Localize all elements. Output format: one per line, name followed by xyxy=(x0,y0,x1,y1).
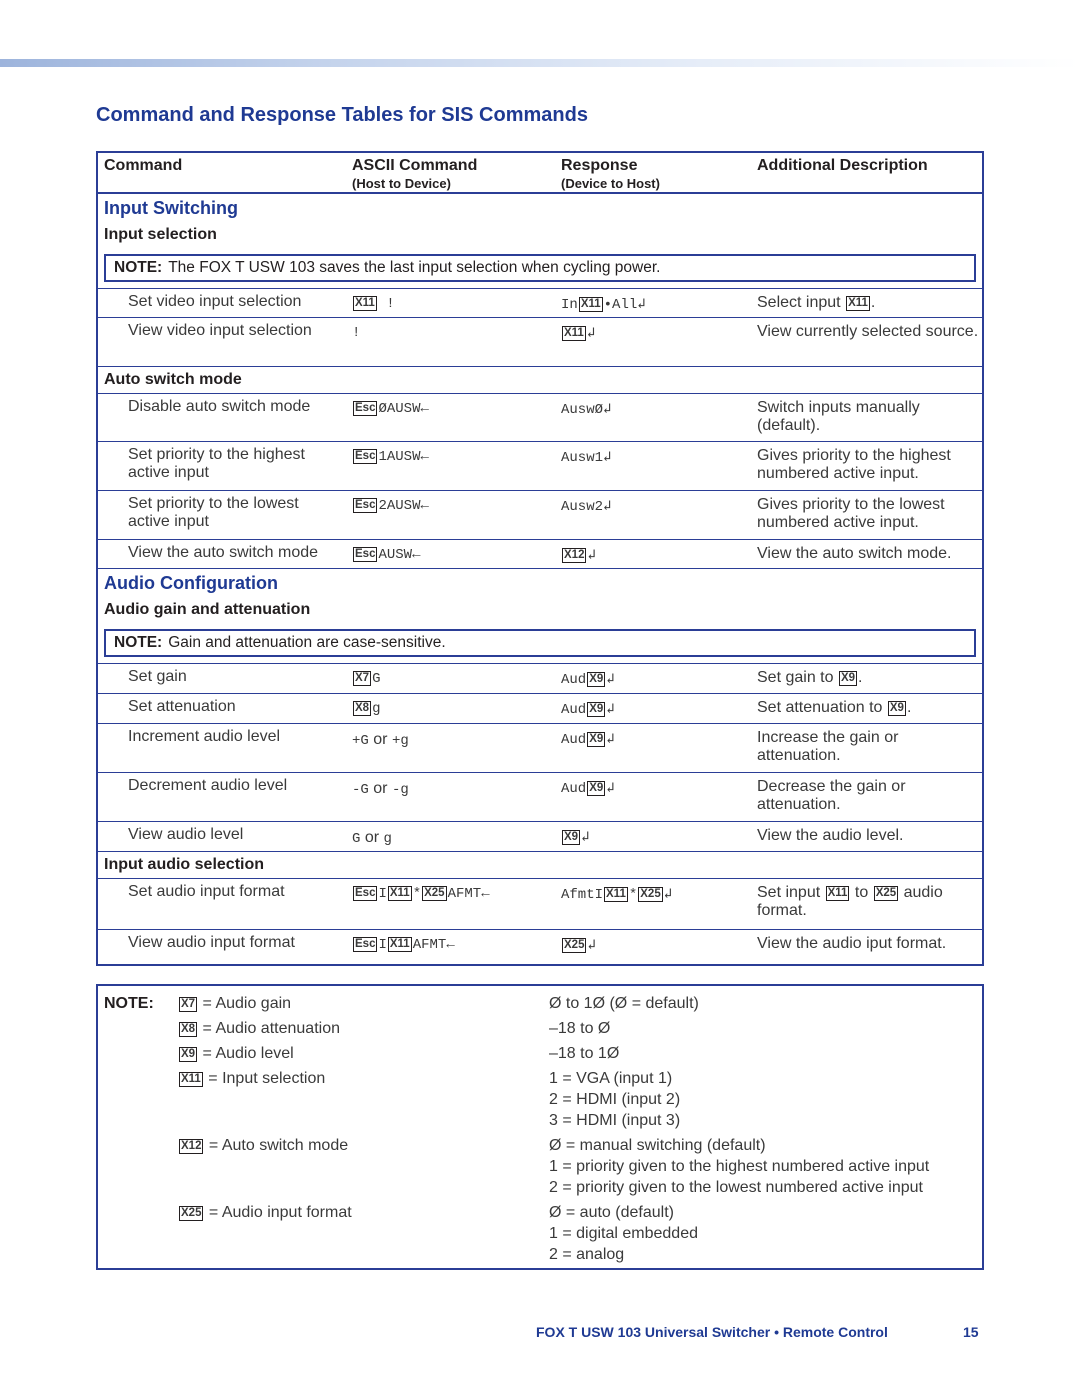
command-table xyxy=(96,151,984,966)
table-row: View audio input format Esc I X11 AFMT← X25 ↲ View the audio iput format. xyxy=(98,929,982,958)
page-title: Command and Response Tables for SIS Commands xyxy=(96,104,588,126)
table-row: Increment audio level +G or +g Aud X9 ↲ Increase the gain or attenuation. xyxy=(98,723,982,772)
left-arrow-icon: ← xyxy=(412,547,421,563)
subsection-audio-gain: Audio gain and attenuation xyxy=(104,601,311,618)
note-item: X9 = Audio level –18 to 1Ø xyxy=(181,1045,620,1062)
note-item: X12 = Auto switch mode Ø = manual switching (default) 1 = priority given to the highest numbered active input 2 = priority given to the lowest numbered active input xyxy=(181,1137,930,1196)
return-arrow-icon: ↲ xyxy=(603,402,612,418)
return-arrow-icon: ↲ xyxy=(606,732,615,748)
return-arrow-icon: ↲ xyxy=(587,938,596,954)
note-input-selection: NOTE: The FOX T USW 103 saves the last input selection when cycling power. xyxy=(104,254,976,282)
table-header xyxy=(98,153,982,194)
return-arrow-icon: ↲ xyxy=(606,702,615,718)
table-row: Set priority to the lowest active input Esc 2AUSW← Ausw2↲ Gives priority to the lowest numbered active input. xyxy=(98,490,982,539)
header-ascii: ASCII Command (Host to Device) xyxy=(352,157,478,191)
header-description: Additional Description xyxy=(757,157,928,174)
return-arrow-icon: ↲ xyxy=(606,781,615,797)
return-arrow-icon: ↲ xyxy=(587,548,596,564)
variables-note-box xyxy=(96,984,984,1270)
return-arrow-icon: ↲ xyxy=(603,450,612,466)
table-row: View video input selection ! X11 ↲ View currently selected source. xyxy=(98,317,982,366)
left-arrow-icon: ← xyxy=(481,886,490,902)
left-arrow-icon: ← xyxy=(420,498,429,514)
note-audio: NOTE: Gain and attenuation are case-sensitive. xyxy=(104,629,976,657)
subsection-input-audio: Input audio selection xyxy=(104,856,265,873)
table-row: Set audio input format Esc I X11 * X25 AFMT← AfmtI X11 * X25 ↲ Set input X11 to X25 audio format. xyxy=(98,878,982,929)
return-arrow-icon: ↲ xyxy=(663,887,673,903)
table-row: Disable auto switch mode Esc ØAUSW← AuswØ↲ Switch inputs manually (default). xyxy=(98,393,982,441)
left-arrow-icon: ← xyxy=(420,449,429,465)
return-arrow-icon: ↲ xyxy=(637,297,646,313)
header-response: Response (Device to Host) xyxy=(561,157,660,191)
table-row: Set priority to the highest active input Esc 1AUSW← Ausw1↲ Gives priority to the highest numbered active input. xyxy=(98,441,982,490)
return-arrow-icon: ↲ xyxy=(586,326,596,342)
section-input-switching: Input Switching xyxy=(104,198,238,218)
table-row: Set attenuation X8 g Aud X9 ↲ Set attenuation to X9 . xyxy=(98,693,982,723)
header-command: Command xyxy=(104,157,183,174)
subsection-auto-switch: Auto switch mode xyxy=(104,371,242,388)
table-row: Set gain X7 G Aud X9 ↲ Set gain to X9 . xyxy=(98,663,982,693)
left-arrow-icon: ← xyxy=(446,937,455,953)
left-arrow-icon: ← xyxy=(420,401,429,417)
page-number: 15 xyxy=(963,1324,979,1340)
return-arrow-icon: ↲ xyxy=(603,499,612,515)
return-arrow-icon: ↲ xyxy=(581,830,590,846)
top-accent-bar xyxy=(0,59,1080,67)
table-row: View audio level G or g X9 ↲ View the audio level. xyxy=(98,821,982,851)
table-row: Set video input selection X11 ! In X11 •All↲ Select input X11 . xyxy=(98,288,982,317)
note-item: X8 = Audio attenuation –18 to Ø xyxy=(181,1020,611,1037)
subsection-input-selection: Input selection xyxy=(104,226,217,243)
note-item: X11 = Input selection 1 = VGA (input 1) 2 = HDMI (input 2) 3 = HDMI (input 3) xyxy=(181,1070,681,1129)
section-audio-configuration: Audio Configuration xyxy=(104,573,278,593)
note-item: X25 = Audio input format Ø = auto (default) 1 = digital embedded 2 = analog xyxy=(181,1204,698,1263)
return-arrow-icon: ↲ xyxy=(606,672,615,688)
table-row: Decrement audio level -G or -g Aud X9 ↲ Decrease the gain or attenuation. xyxy=(98,772,982,821)
note-item: NOTE: X7 = Audio gain Ø to 1Ø (Ø = default) xyxy=(104,995,699,1012)
footer-text: FOX T USW 103 Universal Switcher • Remote Control xyxy=(536,1324,888,1340)
table-row: View the auto switch mode Esc AUSW← X12 ↲ View the auto switch mode. xyxy=(98,539,982,568)
